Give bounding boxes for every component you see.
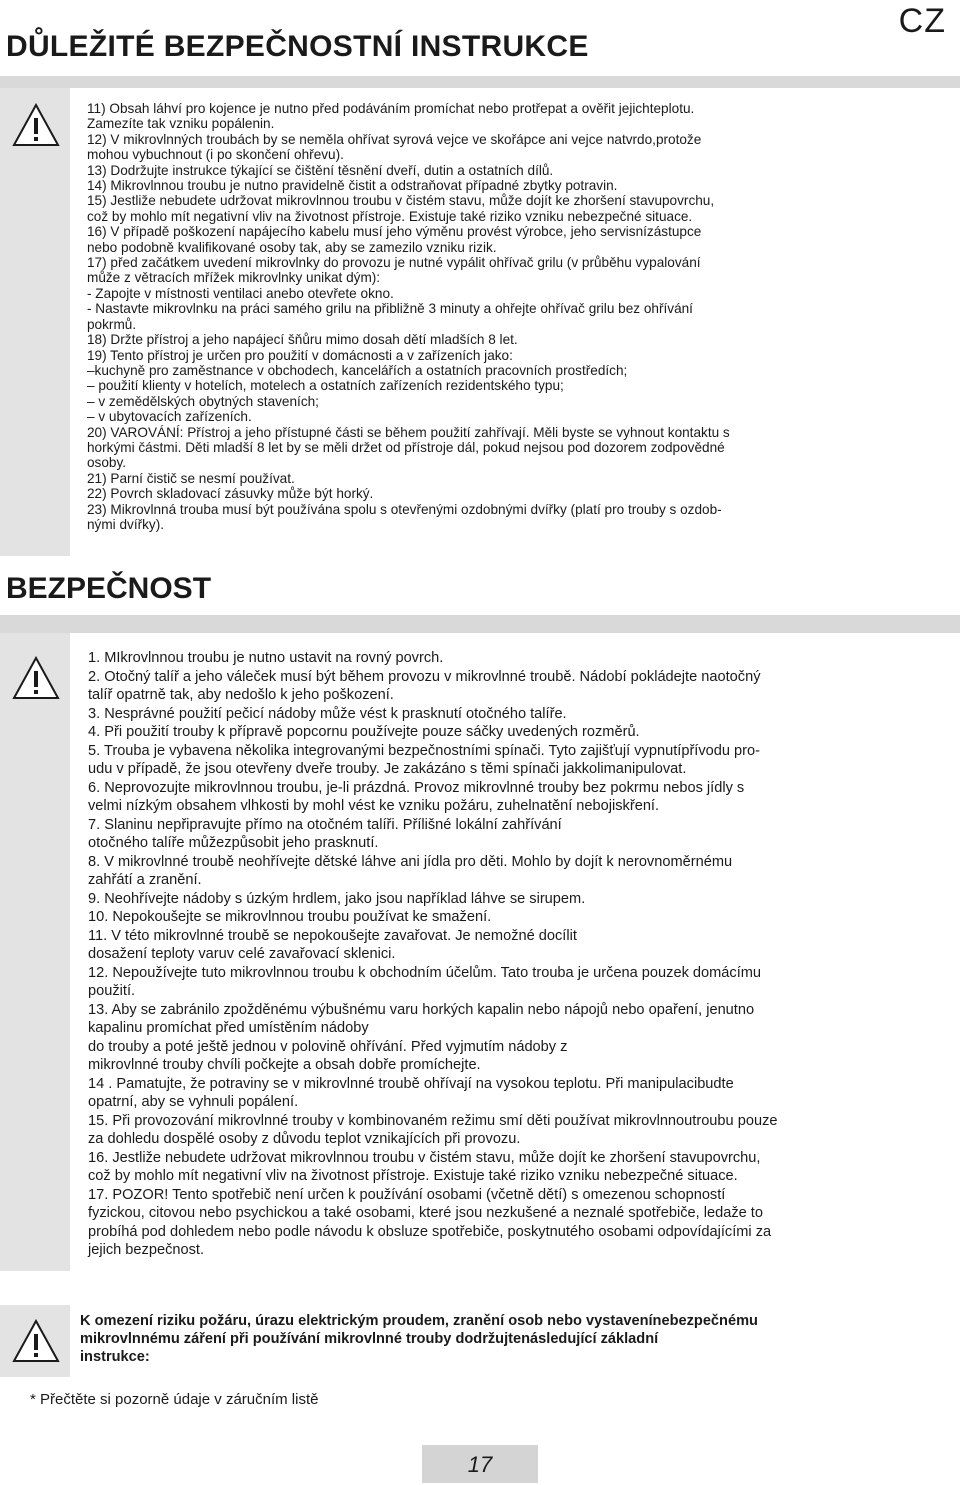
safety-line: 17. POZOR! Tento spotřebič není určen k používání osobami (včetně dětí) s omezenou schopností — [88, 1186, 726, 1203]
instruction-line: 13) Dodržujte instrukce týkající se čištění těsnění dveří, dutin a ostatních dílů. — [87, 162, 554, 178]
safety-line: 6. Neprovozujte mikrovlnnou troubu, je-li prázdná. Provoz mikrovlnné trouby bez pokrmu nebos jídly s — [88, 779, 745, 796]
instruction-line: 21) Parní čistič se nesmí používat. — [87, 470, 295, 486]
instruction-line: osoby. — [87, 455, 127, 471]
safety-line: mikrovlnné trouby chvíli počkejte a obsah dobře promíchejte. — [88, 1057, 481, 1073]
instruction-line: 19) Tento přístroj je určen pro použití v domácnosti a v zařízeních jako: — [87, 347, 513, 363]
safety-line: za dohledu dospělé osoby z důvodu teplot vznikajících při provozu. — [88, 1131, 521, 1147]
safety-line: 12. Nepoužívejte tuto mikrovlnnou troubu k obchodním účelům. Tato trouba je určena pouzek domácímu — [88, 964, 762, 981]
warning-icon — [12, 1319, 60, 1363]
section-divider — [0, 76, 960, 88]
instruction-line: – v ubytovacích zařízeních. — [87, 409, 252, 425]
safety-line: jejich bezpečnost. — [88, 1242, 205, 1258]
safety-line: zahřátí a zranění. — [88, 872, 202, 888]
instruction-line: - Zapojte v místnosti ventilaci anebo otevřete okno. — [87, 285, 394, 301]
safety-line: 10. Nepokoušejte se mikrovlnnou troubu používat ke smažení. — [88, 909, 492, 925]
safety-line: což by mohlo mít negativní vliv na životnost přístroje. Existuje také riziko vzniku nebezpečné situace. — [88, 1168, 738, 1184]
instruction-line: Zamezíte tak vzniku popálenin. — [87, 116, 275, 132]
safety-note — [80, 1312, 950, 1366]
safety-line: 5. Trouba je vybavena několika integrovanými bezpečnostními spínači. Tyto zajišťují vypnutípřívodu pro- — [88, 742, 761, 759]
safety-line: fyzickou, citovou nebo psychickou a také osobami, které jsou nezkušené a neznalé spotřebiče, ledaže to — [88, 1205, 763, 1221]
instruction-line: 15) Jestliže nebudete udržovat mikrovlnnou troubu v čistém stavu, může dojít ke zhoršení stavupovrchu, — [87, 193, 715, 209]
instruction-line: 22) Povrch skladovací zásuvky může být horký. — [87, 486, 374, 502]
safety-line: velmi nízkým obsahem vlhkosti by mohl vést ke vzniku požáru, zuhelnatění nebojiskření. — [88, 798, 660, 814]
safety-line: 1. MIkrovlnnou troubu je nutno ustavit na rovný povrch. — [88, 650, 444, 666]
safety-instructions — [88, 649, 954, 1260]
safety-line: dosažení teploty varuv celé zavařovací sklenici. — [88, 946, 396, 962]
safety-line: probíhá pod dohledem nebo podle návodu k obsluze spotřebiče, poskytnutého osobami odpovídajícími za — [88, 1223, 772, 1240]
instruction-line: 16) V případě poškození napájecího kabelu musí jeho výměnu provést výrobce, jeho servisnízástupce — [87, 224, 702, 240]
instruction-line: 14) Mikrovlnnou troubu je nutno pravidelně čistit a odstraňovat případné zbytky potravin. — [87, 178, 618, 194]
warning-icon — [12, 656, 60, 700]
instruction-line: může z větracích mřížek mikrovlnky unikat dým): — [87, 270, 381, 286]
note-line: K omezení riziku požáru, úrazu elektrickým proudem, zranění osob nebo vystavenínebezpečnému — [80, 1313, 758, 1329]
safety-line: udu v případě, že jsou otevřeny dveře trouby. Je zakázáno s těmi spínači jakkolimanipulovat. — [88, 761, 687, 777]
section-divider — [0, 615, 960, 633]
safety-line: talíř opatrně tak, aby nedošlo k jeho poškození. — [88, 687, 394, 703]
warning-icon — [12, 103, 60, 147]
instruction-line: 20) VAROVÁNÍ: Přístroj a jeho přístupné části se během použití zahřívají. Měli byste se vyhnout kontaktu s — [87, 424, 730, 440]
safety-line: otočného talíře můžezpůsobit jeho prasknutí. — [88, 835, 379, 851]
instruction-line: což by mohlo mít negativní vliv na životnost přístroje. Existuje také riziko vzniku nebezpečné situace. — [87, 208, 693, 224]
safety-line: 14 . Pamatujte, že potraviny se v mikrovlnné troubě ohřívají na vysokou teplotu. Při manipulacibudte — [88, 1075, 734, 1092]
important-instructions — [87, 101, 955, 532]
instruction-line: – použití klienty v hotelích, motelech a ostatních zařízeních rezidentského typu; — [87, 378, 564, 394]
safety-line: 9. Neohřívejte nádoby s úzkým hrdlem, jako jsou například láhve se sirupem. — [88, 890, 586, 907]
safety-line: 11. V této mikrovlnné troubě se nepokoušejte zavařovat. Je nemožné docílit — [88, 927, 577, 944]
instruction-line: 11) Obsah láhví pro kojence je nutno před podáváním promíchat nebo protřepat a ověřit jejichteplotu. — [87, 101, 695, 116]
instruction-line: 23) Mikrovlnná trouba musí být používána spolu s otevřenými ozdobnými dvířky (platí pro trouby s ozdob- — [87, 501, 722, 517]
safety-line: použití. — [88, 983, 136, 999]
language-code: CZ — [898, 2, 946, 40]
safety-line: do trouby a poté ještě jednou v polovině ohřívání. Před vyjmutím nádoby z — [88, 1038, 568, 1055]
warranty-note: * Přečtěte si pozorně údaje v záručním listě — [30, 1391, 319, 1408]
safety-line: 4. Při použití trouby k přípravě popcornu používejte pouze sáčky uvedených rozměrů. — [88, 724, 640, 740]
sidebar-column — [0, 88, 70, 556]
instruction-line: 12) V mikrovlnných troubách by se neměla ohřívat syrová vejce ve skořápce ani vejce natvrdo,protože — [87, 131, 702, 147]
safety-line: 13. Aby se zabránilo zpožděnému výbušnému varu horkých kapalin nebo nápojů nebo opaření, jenutno — [88, 1001, 755, 1018]
instruction-line: horkými částmi. Děti mladší 8 let by se měli držet od přístroje dál, pokud nejsou pod dozorem zodpovědné — [87, 439, 725, 455]
page-title: DŮLEŽITÉ BEZPEČNOSTNÍ INSTRUKCE — [6, 30, 589, 63]
safety-line: 7. Slaninu nepřipravujte přímo na otočném talíři. Přílišné lokální zahřívání — [88, 816, 562, 833]
note-line: mikrovlnnému záření při používání mikrovlnné trouby dodržujtenásledující základní — [80, 1331, 659, 1347]
instruction-line: – v zemědělských obytných staveních; — [87, 393, 319, 409]
section-title-safety: BEZPEČNOST — [6, 572, 212, 605]
instruction-line: nebo podobně kvalifikované osoby tak, aby se zamezilo vzniku rizik. — [87, 239, 497, 255]
instruction-line: 18) Držte přístroj a jeho napájecí šňůru mimo dosah dětí mladších 8 let. — [87, 332, 518, 348]
sidebar-column — [0, 633, 70, 1271]
instruction-line: - Nastavte mikrovlnku na práci samého grilu na přibližně 3 minuty a ohřejte ohřívač grilu bez ohřívání — [87, 301, 693, 317]
instruction-line: –kuchyně pro zaměstnance v obchodech, kancelářích a ostatních pracovních prostředích; — [87, 362, 628, 378]
safety-line: 3. Nesprávné použití pečicí nádoby může vést k prasknutí otočného talíře. — [88, 705, 567, 722]
instruction-line: pokrmů. — [87, 316, 137, 332]
safety-line: 16. Jestliže nebudete udržovat mikrovlnnou troubu v čistém stavu, může dojít ke zhoršení stavupovrchu, — [88, 1149, 761, 1166]
instruction-line: 17) před začátkem uvedení mikrovlnky do provozu je nutné vypálit ohřívač grilu (v průběhu vypalování — [87, 255, 701, 271]
safety-line: 8. V mikrovlnné troubě neohřívejte dětské láhve ani jídla pro děti. Mohlo by dojít k nerovnoměrnému — [88, 853, 733, 870]
safety-line: 15. Při provozování mikrovlnné trouby v kombinovaném režimu smí děti používat mikrovlnnoutroubu pouze — [88, 1112, 778, 1129]
safety-line: 2. Otočný talíř a jeho váleček musí být během provozu v mikrovlnné troubě. Nádobí pokládejte naotočný — [88, 668, 761, 685]
instruction-line: mohou vybuchnout (i po skončení ohřevu). — [87, 147, 344, 163]
safety-line: kapalinu promíchat před umístěním nádoby — [88, 1020, 369, 1036]
note-line: instrukce: — [80, 1349, 150, 1365]
instruction-line: nými dvířky). — [87, 516, 165, 532]
page-number: 17 — [422, 1445, 538, 1483]
safety-line: opatrní, aby se vyhnuli popálení. — [88, 1094, 299, 1110]
